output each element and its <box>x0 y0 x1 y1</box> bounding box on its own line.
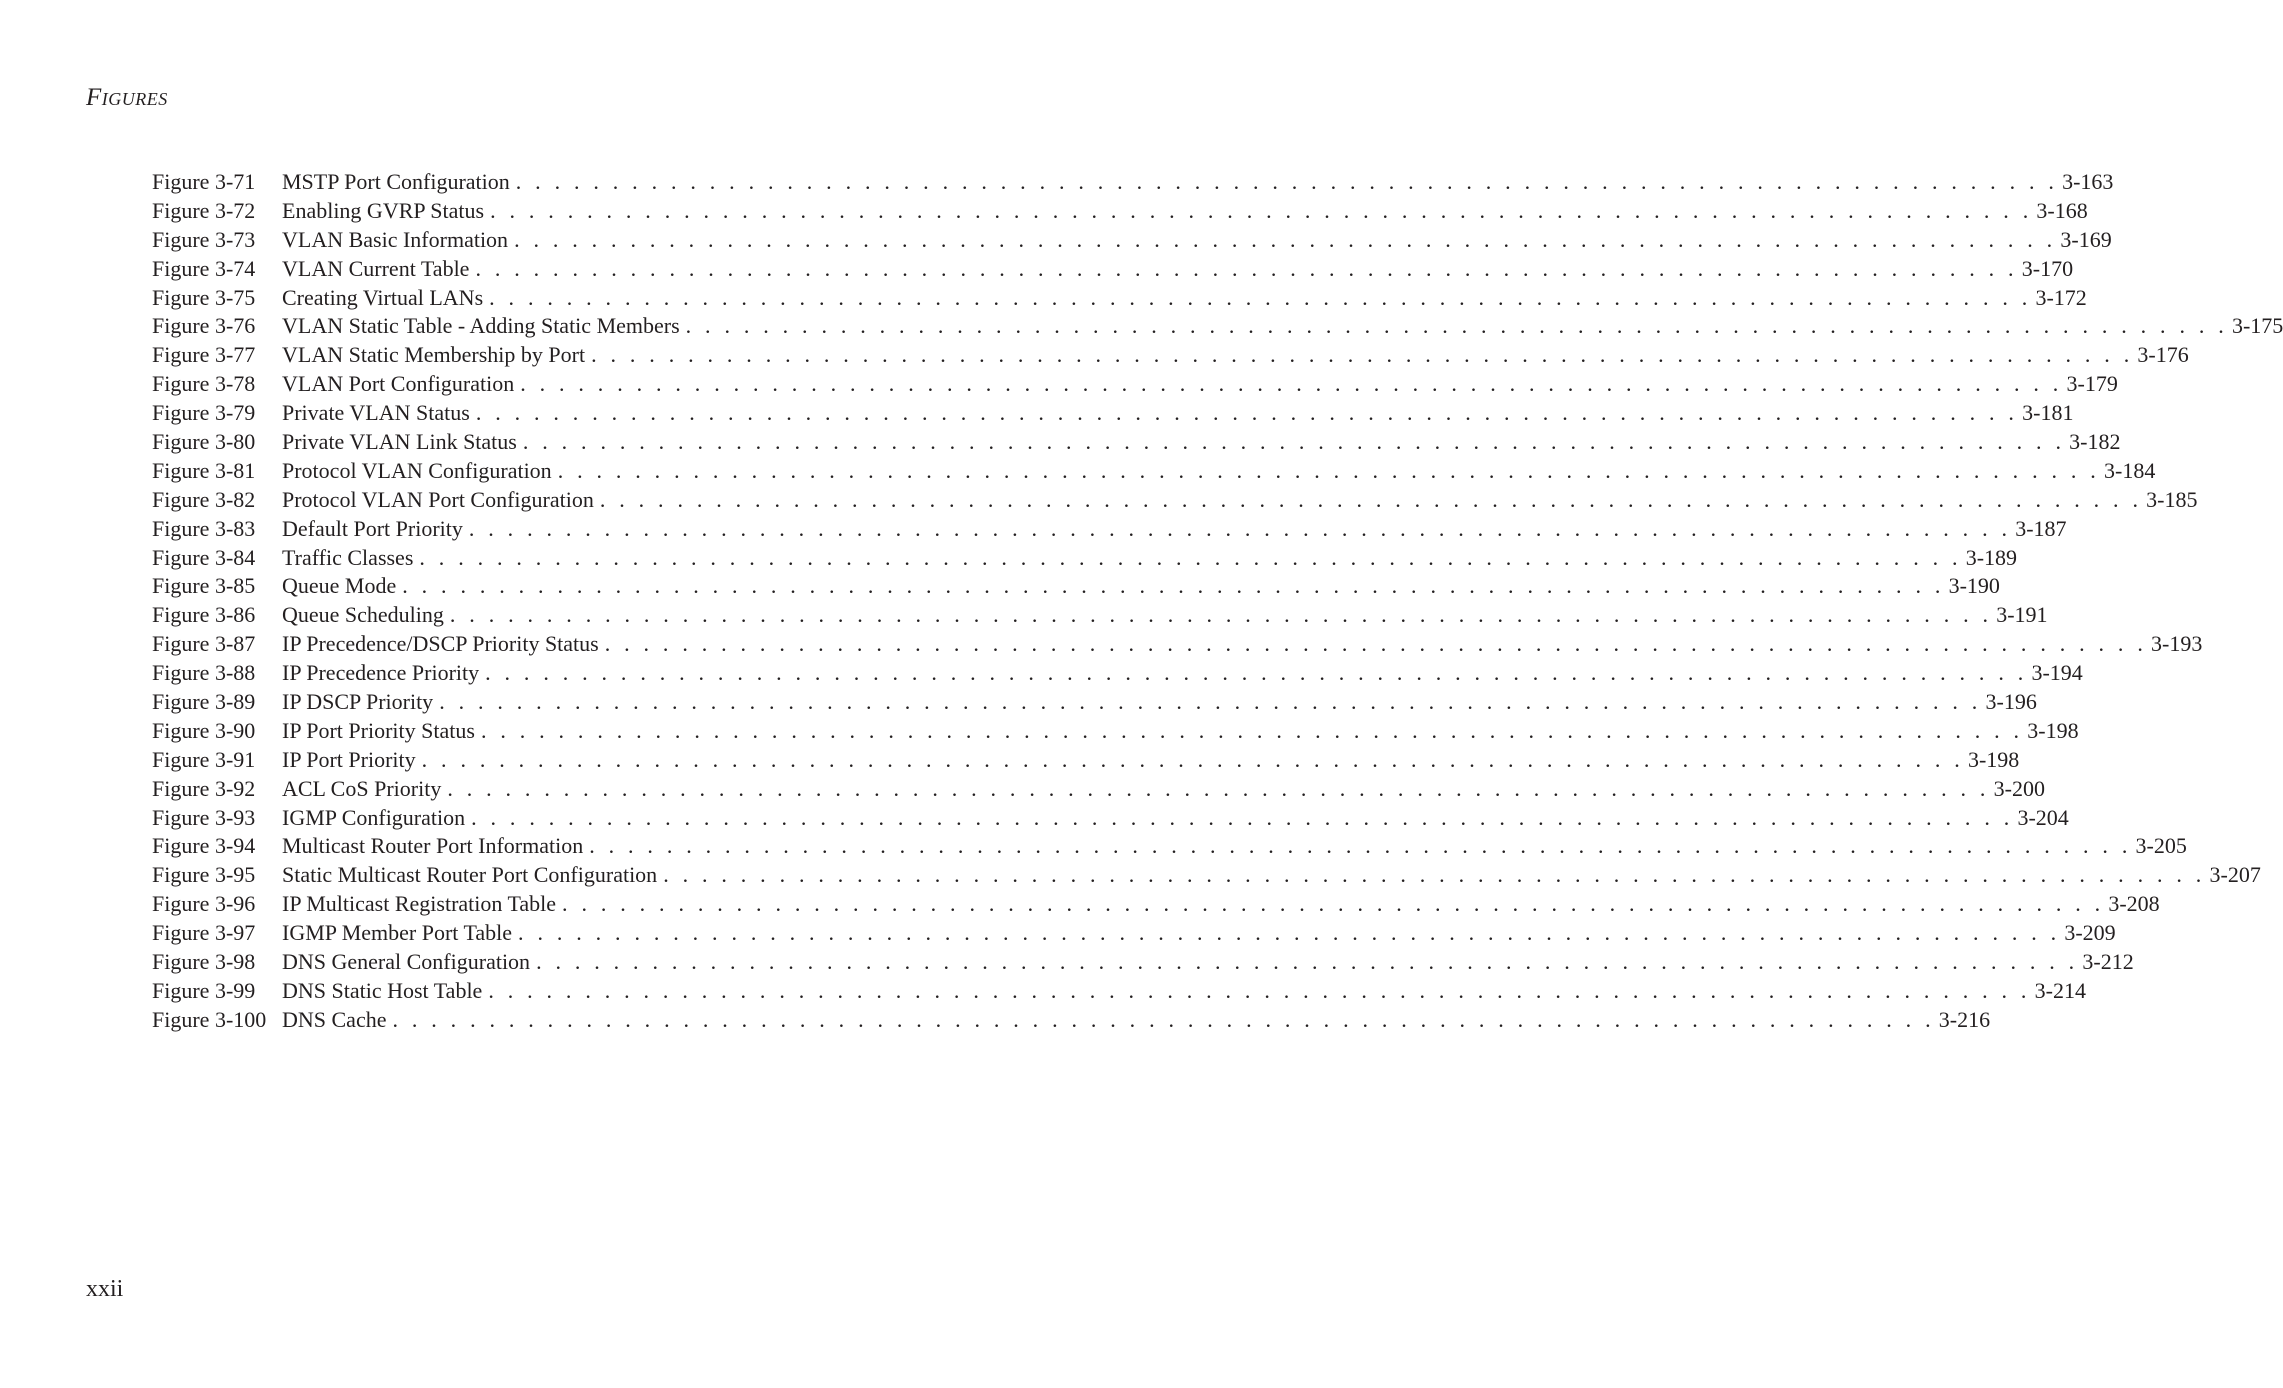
figure-title: Enabling GVRP Status <box>282 197 485 223</box>
page-reference: 3-194 <box>2031 660 2083 686</box>
figure-number: Figure 3-96 <box>152 891 256 917</box>
figure-title: Multicast Router Port Information <box>282 833 584 859</box>
page-reference: 3-193 <box>2151 631 2203 657</box>
page-reference: 3-205 <box>2135 833 2187 859</box>
dot-leader: . . . . . . . . . . . . . . . . . . . . . . . . . . . . . . . . . . . . . . . . . . . . . . . . . . . . . . . . . . . . . . . . . . . . . . . . . . . . . . . . <box>392 1006 1935 1032</box>
figure-title: Private VLAN Status <box>282 400 470 426</box>
page-reference: 3-200 <box>1993 775 2045 801</box>
dot-leader: . . . . . . . . . . . . . . . . . . . . . . . . . . . . . . . . . . . . . . . . . . . . . . . . . . . . . . . . . . . . . . . . . . . . . . . . . . . . . . . . <box>589 833 2132 859</box>
figure-number: Figure 3-88 <box>152 660 256 686</box>
figure-title: IP Precedence Priority <box>282 660 480 686</box>
figure-number: Figure 3-71 <box>152 169 256 194</box>
figure-number: Figure 3-72 <box>152 197 256 223</box>
dot-leader: . . . . . . . . . . . . . . . . . . . . . . . . . . . . . . . . . . . . . . . . . . . . . . . . . . . . . . . . . . . . . . . . . . . . . . . . . . . . . . . . <box>518 920 2061 946</box>
dot-leader: . . . . . . . . . . . . . . . . . . . . . . . . . . . . . . . . . . . . . . . . . . . . . . . . . . . . . . . . . . . . . . . . . . . . . . . . . . . . . . . . <box>480 717 2024 743</box>
figure-title: IP Multicast Registration Table <box>282 891 557 917</box>
figure-list-entry[interactable] <box>152 572 2000 601</box>
page-reference: 3-190 <box>1948 573 2000 599</box>
figure-title: IP Port Priority <box>282 746 416 772</box>
dot-leader: . . . . . . . . . . . . . . . . . . . . . . . . . . . . . . . . . . . . . . . . . . . . . . . . . . . . . . . . . . . . . . . . . . . . . . . . . . . . . . . . <box>599 486 2143 512</box>
dot-leader: . . . . . . . . . . . . . . . . . . . . . . . . . . . . . . . . . . . . . . . . . . . . . . . . . . . . . . . . . . . . . . . . . . . . . . . . . . . . . . . . <box>685 313 2228 339</box>
dot-leader: . . . . . . . . . . . . . . . . . . . . . . . . . . . . . . . . . . . . . . . . . . . . . . . . . . . . . . . . . . . . . . . . . . . . . . . . . . . . . . . . <box>449 602 1993 628</box>
figure-list-entry[interactable] <box>152 197 2088 226</box>
page-reference: 3-196 <box>1985 689 2037 715</box>
page-reference: 3-208 <box>2108 891 2160 917</box>
figure-title: MSTP Port Configuration <box>282 169 510 194</box>
figure-title: Queue Scheduling <box>282 602 444 628</box>
figure-number: Figure 3-99 <box>152 977 256 1003</box>
figure-title: DNS General Configuration <box>282 949 531 975</box>
figure-number: Figure 3-91 <box>152 746 256 772</box>
figure-list-entry[interactable] <box>152 168 2114 197</box>
running-head: Figures <box>86 84 168 111</box>
figure-title: VLAN Static Membership by Port <box>282 342 586 368</box>
page-reference: 3-204 <box>2017 804 2069 830</box>
page-reference: 3-170 <box>2021 255 2074 281</box>
page-reference: 3-181 <box>2022 400 2074 426</box>
figure-title: Static Multicast Router Port Configuration <box>282 862 658 888</box>
figure-list-entry[interactable] <box>152 399 2074 428</box>
page-reference: 3-191 <box>1996 602 2048 628</box>
figure-list-entry[interactable] <box>152 775 2045 804</box>
dot-leader: . . . . . . . . . . . . . . . . . . . . . . . . . . . . . . . . . . . . . . . . . . . . . . . . . . . . . . . . . . . . . . . . . . . . . . . . . . . . . . . . <box>475 255 2018 281</box>
dot-leader: . . . . . . . . . . . . . . . . . . . . . . . . . . . . . . . . . . . . . . . . . . . . . . . . . . . . . . . . . . . . . . . . . . . . . . . . . . . . . . . . <box>520 371 2063 397</box>
figure-list-entry[interactable] <box>152 601 2048 630</box>
dot-leader: . . . . . . . . . . . . . . . . . . . . . . . . . . . . . . . . . . . . . . . . . . . . . . . . . . . . . . . . . . . . . . . . . . . . . . . . . . . . . . . . <box>557 457 2100 483</box>
figure-title: Default Port Priority <box>282 515 463 541</box>
figure-number: Figure 3-83 <box>152 515 256 541</box>
dot-leader: . . . . . . . . . . . . . . . . . . . . . . . . . . . . . . . . . . . . . . . . . . . . . . . . . . . . . . . . . . . . . . . . . . . . . . . . . . . . . . . . <box>475 400 2019 426</box>
figure-number: Figure 3-100 <box>152 1006 267 1032</box>
figure-list-entry[interactable] <box>152 457 2156 486</box>
dot-leader: . . . . . . . . . . . . . . . . . . . . . . . . . . . . . . . . . . . . . . . . . . . . . . . . . . . . . . . . . . . . . . . . . . . . . . . . . . . . . . . . <box>488 977 2031 1003</box>
page-number: xxii <box>86 1276 124 1302</box>
figure-number: Figure 3-84 <box>152 544 256 570</box>
figure-list-entry[interactable] <box>152 255 2074 284</box>
figure-number: Figure 3-93 <box>152 804 256 830</box>
dot-leader: . . . . . . . . . . . . . . . . . . . . . . . . . . . . . . . . . . . . . . . . . . . . . . . . . . . . . . . . . . . . . . . . . . . . . . . . . . . . . . . . <box>447 775 1990 801</box>
figure-list-entry[interactable] <box>152 341 2189 370</box>
dot-leader: . . . . . . . . . . . . . . . . . . . . . . . . . . . . . . . . . . . . . . . . . . . . . . . . . . . . . . . . . . . . . . . . . . . . . . . . . . . . . . . . <box>514 226 2057 252</box>
figure-list-entry[interactable] <box>152 832 2187 861</box>
figure-number: Figure 3-86 <box>152 602 256 628</box>
figure-list-entry[interactable] <box>152 659 2083 688</box>
page-reference: 3-163 <box>2062 169 2114 194</box>
dot-leader: . . . . . . . . . . . . . . . . . . . . . . . . . . . . . . . . . . . . . . . . . . . . . . . . . . . . . . . . . . . . . . . . . . . . . . . . . . . . . . . . <box>468 515 2012 541</box>
figure-list-entry[interactable] <box>152 861 2261 890</box>
figure-number: Figure 3-77 <box>152 342 256 368</box>
figure-list-entry[interactable] <box>152 717 2079 746</box>
figure-number: Figure 3-75 <box>152 284 256 310</box>
figure-number: Figure 3-74 <box>152 255 256 281</box>
dot-leader: . . . . . . . . . . . . . . . . . . . . . . . . . . . . . . . . . . . . . . . . . . . . . . . . . . . . . . . . . . . . . . . . . . . . . . . . . . . . . . . . <box>485 660 2028 686</box>
figure-title: Protocol VLAN Port Configuration <box>282 486 594 512</box>
page-reference: 3-207 <box>2209 862 2261 888</box>
figure-list-entry[interactable] <box>152 890 2160 919</box>
figure-title: DNS Cache <box>282 1006 387 1032</box>
figure-list-entry[interactable] <box>152 1006 1991 1035</box>
page-reference: 3-176 <box>2137 342 2189 368</box>
dot-leader: . . . . . . . . . . . . . . . . . . . . . . . . . . . . . . . . . . . . . . . . . . . . . . . . . . . . . . . . . . . . . . . . . . . . . . . . . . . . . . . . <box>489 284 2032 310</box>
figure-title: IP DSCP Priority <box>282 689 434 715</box>
figure-number: Figure 3-92 <box>152 775 256 801</box>
dot-leader: . . . . . . . . . . . . . . . . . . . . . . . . . . . . . . . . . . . . . . . . . . . . . . . . . . . . . . . . . . . . . . . . . . . . . . . . . . . . . . . . <box>591 342 2134 368</box>
figure-number: Figure 3-98 <box>152 949 256 975</box>
dot-leader: . . . . . . . . . . . . . . . . . . . . . . . . . . . . . . . . . . . . . . . . . . . . . . . . . . . . . . . . . . . . . . . . . . . . . . . . . . . . . . . . <box>536 949 2079 975</box>
figure-number: Figure 3-97 <box>152 920 256 946</box>
page-reference: 3-216 <box>1938 1006 1991 1032</box>
figure-list-entry[interactable] <box>152 948 2134 977</box>
figure-list-entry[interactable] <box>152 977 2086 1006</box>
dot-leader: . . . . . . . . . . . . . . . . . . . . . . . . . . . . . . . . . . . . . . . . . . . . . . . . . . . . . . . . . . . . . . . . . . . . . . . . . . . . . . . . <box>515 169 2059 194</box>
figure-list-entry[interactable] <box>152 226 2112 255</box>
figure-number: Figure 3-90 <box>152 717 256 743</box>
dot-leader: . . . . . . . . . . . . . . . . . . . . . . . . . . . . . . . . . . . . . . . . . . . . . . . . . . . . . . . . . . . . . . . . . . . . . . . . . . . . . . . . <box>562 891 2105 917</box>
figure-list-entry[interactable] <box>152 428 2121 457</box>
page-reference: 3-172 <box>2035 284 2087 310</box>
page-reference: 3-198 <box>1967 746 2020 772</box>
figure-number: Figure 3-85 <box>152 573 256 599</box>
figure-title: Creating Virtual LANs <box>282 284 484 310</box>
figure-number: Figure 3-80 <box>152 429 256 455</box>
figure-list-entry[interactable] <box>152 284 2087 313</box>
figure-list-entry[interactable] <box>152 630 2203 659</box>
figure-list-entry[interactable] <box>152 804 2069 833</box>
figure-number: Figure 3-73 <box>152 226 256 252</box>
page-reference: 3-184 <box>2104 457 2156 483</box>
figure-title: VLAN Basic Information <box>282 226 509 252</box>
page-reference: 3-189 <box>1965 544 2018 570</box>
figure-title: VLAN Port Configuration <box>282 371 515 397</box>
figure-title: Protocol VLAN Configuration <box>282 457 552 483</box>
dot-leader: . . . . . . . . . . . . . . . . . . . . . . . . . . . . . . . . . . . . . . . . . . . . . . . . . . . . . . . . . . . . . . . . . . . . . . . . . . . . . . . . <box>663 862 2206 888</box>
figure-title: VLAN Static Table - Adding Static Members <box>282 313 680 339</box>
figure-list-entry[interactable] <box>152 544 2018 573</box>
figure-list-entry[interactable] <box>152 919 2116 948</box>
dot-leader: . . . . . . . . . . . . . . . . . . . . . . . . . . . . . . . . . . . . . . . . . . . . . . . . . . . . . . . . . . . . . . . . . . . . . . . . . . . . . . . . <box>402 573 1945 599</box>
figure-number: Figure 3-82 <box>152 486 256 512</box>
figure-title: Queue Mode <box>282 573 397 599</box>
figure-number: Figure 3-76 <box>152 313 256 339</box>
figure-title: VLAN Current Table <box>282 255 470 281</box>
figure-title: DNS Static Host Table <box>282 977 483 1003</box>
figure-list-entry[interactable] <box>152 515 2067 544</box>
dot-leader: . . . . . . . . . . . . . . . . . . . . . . . . . . . . . . . . . . . . . . . . . . . . . . . . . . . . . . . . . . . . . . . . . . . . . . . . . . . . . . . . <box>471 804 2014 830</box>
figure-number: Figure 3-81 <box>152 457 256 483</box>
figure-title: IP Port Priority Status <box>282 717 475 743</box>
page-reference: 3-175 <box>2231 313 2283 339</box>
page-reference: 3-185 <box>2146 486 2198 512</box>
page-reference: 3-209 <box>2064 920 2116 946</box>
figure-title: IP Precedence/DSCP Priority Status <box>282 631 599 657</box>
page-reference: 3-179 <box>2066 371 2118 397</box>
figure-list-entry[interactable] <box>152 370 2118 399</box>
figure-number: Figure 3-87 <box>152 631 256 657</box>
dot-leader: . . . . . . . . . . . . . . . . . . . . . . . . . . . . . . . . . . . . . . . . . . . . . . . . . . . . . . . . . . . . . . . . . . . . . . . . . . . . . . . . <box>604 631 2148 657</box>
dot-leader: . . . . . . . . . . . . . . . . . . . . . . . . . . . . . . . . . . . . . . . . . . . . . . . . . . . . . . . . . . . . . . . . . . . . . . . . . . . . . . . . <box>419 544 1962 570</box>
figure-title: IGMP Configuration <box>282 804 466 830</box>
dot-leader: . . . . . . . . . . . . . . . . . . . . . . . . . . . . . . . . . . . . . . . . . . . . . . . . . . . . . . . . . . . . . . . . . . . . . . . . . . . . . . . . <box>490 197 2033 223</box>
page-reference: 3-212 <box>2082 949 2134 975</box>
figure-list-entry[interactable] <box>152 486 2198 515</box>
figure-list <box>152 168 2283 1035</box>
figure-number: Figure 3-94 <box>152 833 256 859</box>
page-reference: 3-187 <box>2015 515 2067 541</box>
figure-title: IGMP Member Port Table <box>282 920 513 946</box>
dot-leader: . . . . . . . . . . . . . . . . . . . . . . . . . . . . . . . . . . . . . . . . . . . . . . . . . . . . . . . . . . . . . . . . . . . . . . . . . . . . . . . . <box>522 429 2066 455</box>
figure-title: Traffic Classes <box>282 544 414 570</box>
page-reference: 3-198 <box>2027 717 2079 743</box>
figure-title: Private VLAN Link Status <box>282 429 517 455</box>
page-reference: 3-182 <box>2069 429 2121 455</box>
page-reference: 3-168 <box>2036 197 2088 223</box>
dot-leader: . . . . . . . . . . . . . . . . . . . . . . . . . . . . . . . . . . . . . . . . . . . . . . . . . . . . . . . . . . . . . . . . . . . . . . . . . . . . . . . . <box>421 746 1964 772</box>
page-reference: 3-214 <box>2034 977 2086 1003</box>
page-reference: 3-169 <box>2060 226 2112 252</box>
figure-list-entry[interactable] <box>152 688 2037 717</box>
figure-list-entry[interactable] <box>152 312 2283 341</box>
figure-title: ACL CoS Priority <box>282 775 442 801</box>
figure-number: Figure 3-78 <box>152 371 256 397</box>
figure-number: Figure 3-89 <box>152 689 256 715</box>
figure-list-entry[interactable] <box>152 746 2020 775</box>
dot-leader: . . . . . . . . . . . . . . . . . . . . . . . . . . . . . . . . . . . . . . . . . . . . . . . . . . . . . . . . . . . . . . . . . . . . . . . . . . . . . . . . <box>439 689 1982 715</box>
figure-number: Figure 3-95 <box>152 862 256 888</box>
figure-number: Figure 3-79 <box>152 400 256 426</box>
